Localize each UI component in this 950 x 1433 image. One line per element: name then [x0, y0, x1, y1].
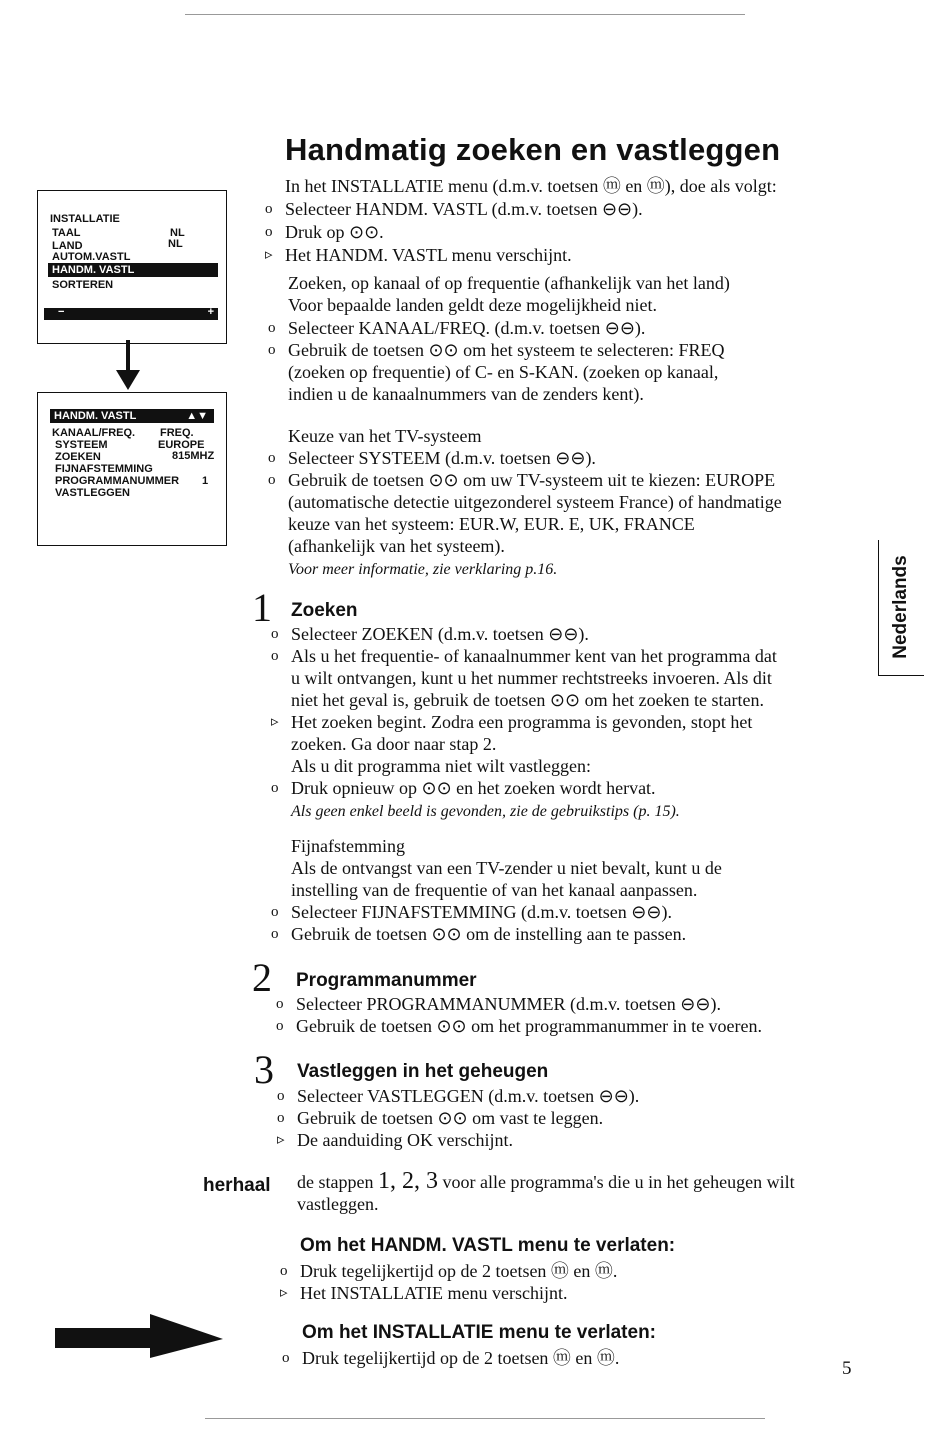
step1-heading: Zoeken	[291, 600, 358, 621]
list-item: ▹ Het zoeken begint. Zodra een programma is gevonden, stopt het	[271, 712, 753, 732]
arrow-down-icon	[113, 340, 143, 392]
list-item: ▹ De aanduiding OK verschijnt.	[277, 1130, 513, 1150]
exit-handm-heading: Om het HANDM. VASTL menu te verlaten:	[300, 1235, 676, 1256]
menu-row-label: TAAL	[52, 227, 81, 239]
intro-list	[265, 198, 845, 267]
step1-note: Als geen enkel beeld is gevonden, zie de gebruikstips (p. 15).	[291, 803, 680, 820]
menu-row-value: 815MHZ	[172, 450, 215, 462]
menu-row-value: EUROPE	[158, 439, 205, 451]
list-item: o Selecteer PROGRAMMANUMMER (d.m.v. toetsen ⊖⊖).	[276, 994, 721, 1014]
list-item: o Gebruik de toetsen ⊙⊙ om vast te leggen.	[277, 1108, 604, 1128]
list-item: o Selecteer VASTLEGGEN (d.m.v. toetsen ⊖⊖).	[277, 1086, 640, 1106]
menu-arrows: ▲▼	[186, 410, 208, 422]
menu-row-label: SYSTEEM	[55, 439, 108, 451]
menu-row-label: KANAAL/FREQ.	[52, 427, 136, 439]
exit-install-heading: Om het INSTALLATIE menu te verlaten:	[302, 1322, 657, 1343]
menu-row-label: AUTOM.VASTL	[52, 251, 131, 263]
menu-row-label: LAND	[52, 240, 83, 252]
list-item-continued: zoeken. Ga door naar stap 2.	[291, 734, 497, 754]
list-item: o Druk opnieuw op ⊙⊙ en het zoeken wordt hervat.	[271, 778, 656, 798]
step2-heading: Programmanummer	[296, 970, 477, 991]
fine-tuning-text: Als de ontvangst van een TV-zender u niet bevalt, kunt u de	[291, 858, 722, 878]
menu-installatie	[37, 190, 227, 344]
search-mode-para1: Zoeken, op kanaal of op frequentie (afhankelijk van het land)	[288, 273, 730, 293]
list-item: o Selecteer ZOEKEN (d.m.v. toetsen ⊖⊖).	[271, 624, 589, 644]
menu-row-value: 1	[202, 475, 209, 487]
repeat-body: de stappen 1, 2, 3 voor alle programma's die u in het geheugen wilt vastleggen.	[297, 1168, 795, 1214]
menu-row-label: ZOEKEN	[55, 451, 101, 463]
list-item: o Selecteer FIJNAFSTEMMING (d.m.v. toetsen ⊖⊖).	[271, 902, 672, 922]
list-item-continued: indien u de kanaalnummers van de zenders kent).	[288, 384, 644, 404]
step1-body	[271, 623, 851, 945]
arrow-right-icon	[55, 1312, 225, 1362]
list-item-continued: (zoeken op frequentie) of C- en S-KAN. (zoeken op kanaal,	[288, 362, 719, 382]
page-number: 5	[842, 1358, 852, 1379]
menu-row-label: FIJNAFSTEMMING	[55, 463, 153, 475]
language-tab	[878, 540, 924, 676]
list-item: o Selecteer HANDM. VASTL (d.m.v. toetsen ⊖⊖).	[265, 199, 643, 219]
bottom-border-line	[205, 1418, 765, 1419]
menu-row-label: PROGRAMMANUMMER	[55, 475, 180, 487]
list-item-continued: Als u dit programma niet wilt vastleggen:	[291, 756, 591, 776]
search-mode-section	[268, 272, 848, 405]
tv-system-note: Voor meer informatie, zie verklaring p.16.	[288, 561, 558, 578]
list-item: o Gebruik de toetsen ⊙⊙ om het programmanummer in te voeren.	[276, 1016, 763, 1036]
list-item-continued: niet het geval is, gebruik de toetsen ⊙⊙ om het zoeken te starten.	[291, 690, 765, 710]
language-tab-label: Nederlands	[890, 555, 911, 659]
menu-slider-bar	[44, 308, 218, 320]
list-item: o Gebruik de toetsen ⊙⊙ om de instelling aan te passen.	[271, 924, 687, 944]
list-item: o Als u het frequentie- of kanaalnummer kent van het programma dat	[271, 646, 777, 666]
list-item: o Druk tegelijkertijd op de 2 toetsen ⓜ en ⓜ.	[280, 1261, 618, 1281]
top-border-line	[185, 14, 745, 15]
menu-row-value: NL	[170, 227, 185, 239]
intro-text: In het INSTALLATIE menu (d.m.v. toetsen ⓜ en ⓜ), doe als volgt:	[285, 176, 777, 196]
list-item: ▹ Het HANDM. VASTL menu verschijnt.	[265, 245, 572, 265]
menu-row-label: SORTEREN	[52, 279, 114, 291]
list-item: o Druk op ⊙⊙.	[265, 222, 384, 242]
menu-row-value: NL	[168, 238, 183, 250]
step3-heading: Vastleggen in het geheugen	[297, 1061, 549, 1082]
exit-handm-body	[280, 1260, 860, 1304]
exit-install-body	[282, 1347, 862, 1369]
step-number-1: 1	[252, 585, 272, 630]
menu-row-label: VASTLEGGEN	[55, 487, 130, 499]
fine-tuning-text: instelling van de frequentie of van het kanaal aanpassen.	[291, 880, 698, 900]
list-item-continued: (automatische detectie uitgezonderel systeem France) of handmatige	[288, 492, 782, 512]
page-title: Handmatig zoeken en vastleggen	[285, 132, 781, 167]
step2-body	[276, 993, 856, 1037]
step-number-2: 2	[252, 955, 272, 1000]
slider-plus: +	[207, 306, 214, 318]
list-item: o Selecteer KANAAL/FREQ. (d.m.v. toetsen ⊖⊖).	[268, 318, 646, 338]
menu-title: INSTALLATIE	[50, 213, 120, 225]
repeat-steps: 1, 2, 3	[377, 1168, 438, 1194]
list-item: o Druk tegelijkertijd op de 2 toetsen ⓜ en ⓜ.	[282, 1348, 620, 1368]
list-item: o Gebruik de toetsen ⊙⊙ om uw TV-systeem uit te kiezen: EUROPE	[268, 470, 776, 490]
menu-row-selected: HANDM. VASTL	[48, 263, 218, 277]
tv-system-section	[268, 425, 858, 581]
step-number-3: 3	[254, 1047, 274, 1092]
fine-tuning-heading: Fijnafstemming	[291, 836, 405, 856]
list-item-continued: keuze van het systeem: EUR.W, EUR. E, UK, FRANCE	[288, 514, 695, 534]
tv-system-heading: Keuze van het TV-systeem	[288, 426, 482, 446]
step3-body	[277, 1085, 857, 1151]
menu-handm-vastl	[37, 392, 227, 546]
list-item: o Gebruik de toetsen ⊙⊙ om het systeem te selecteren: FREQ	[268, 340, 725, 360]
list-item-continued: u wilt ontvangen, kunt u het nummer rechtstreeks invoeren. Als dit	[291, 668, 772, 688]
repeat-label: herhaal	[203, 1175, 271, 1196]
list-item: o Selecteer SYSTEEM (d.m.v. toetsen ⊖⊖).	[268, 448, 596, 468]
menu-title: HANDM. VASTL ▲▼	[50, 409, 214, 423]
search-mode-para2: Voor bepaalde landen geldt deze mogelijkheid niet.	[288, 295, 658, 315]
list-item: ▹ Het INSTALLATIE menu verschijnt.	[280, 1283, 568, 1303]
slider-minus: −	[58, 306, 65, 318]
menu-row-value: FREQ.	[160, 427, 194, 439]
list-item-continued: (afhankelijk van het systeem).	[288, 536, 505, 556]
